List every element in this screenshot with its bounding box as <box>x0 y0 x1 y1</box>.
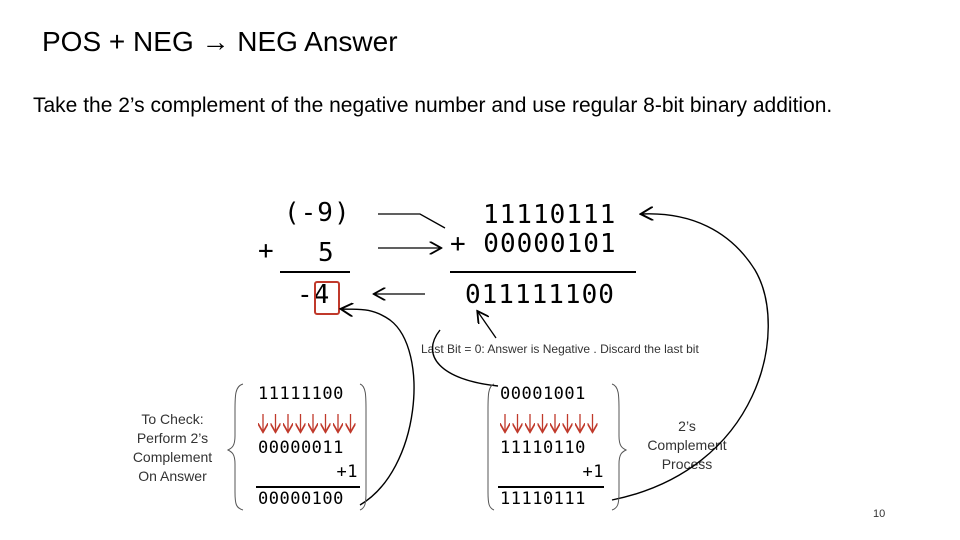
complement-result-curve-arrow <box>612 214 768 500</box>
process-label-line: 2’s <box>678 418 696 434</box>
complement-start-curve <box>432 330 498 386</box>
check-left-brace <box>228 384 243 510</box>
decimal-bottom: 5 <box>318 238 335 268</box>
instruction-text: Take the 2’s complement of the negative number and use regular 8-bit binary addition. <box>33 94 833 117</box>
check-right-brace <box>360 384 366 510</box>
complement-left-brace <box>488 384 494 510</box>
check-flip-arrows <box>263 414 351 431</box>
process-label-line: Complement <box>647 437 727 453</box>
complement-flip-arrows <box>505 414 593 431</box>
complement-flipped: 11110110 <box>500 438 586 458</box>
decimal-top: (-9) <box>284 198 351 228</box>
decimal-result: -4 <box>297 280 331 310</box>
check-start: 11111100 <box>258 384 344 404</box>
check-plus-one: +1 <box>336 462 358 482</box>
check-result-curve-arrow <box>342 309 414 505</box>
check-label-line: On Answer <box>138 468 207 484</box>
page-number: 10 <box>873 508 886 520</box>
slide-title: POS + NEG → NEG Answer <box>42 26 398 57</box>
check-label-line: Perform 2’s <box>136 430 209 446</box>
binary-top: 11110111 <box>483 200 617 230</box>
binary-result: 011111100 <box>465 280 615 310</box>
decimal-plus: + <box>258 236 275 266</box>
last-bit-note: Last Bit = 0: Answer is Negative . Discard the last bit <box>421 342 699 356</box>
complement-start: 00001001 <box>500 384 586 404</box>
last-bit-pointer <box>478 312 496 338</box>
process-label-line: Process <box>661 456 713 472</box>
check-label-line: Complement <box>132 449 213 465</box>
connector-line <box>378 214 445 228</box>
complement-result: 11110111 <box>500 489 586 509</box>
check-result: 00000100 <box>258 489 344 509</box>
check-label-line: To Check: <box>141 411 204 427</box>
complement-plus-one: +1 <box>582 462 604 482</box>
binary-bottom: + 00000101 <box>450 229 617 259</box>
complement-right-brace <box>612 384 626 510</box>
check-flipped: 00000011 <box>258 438 344 458</box>
